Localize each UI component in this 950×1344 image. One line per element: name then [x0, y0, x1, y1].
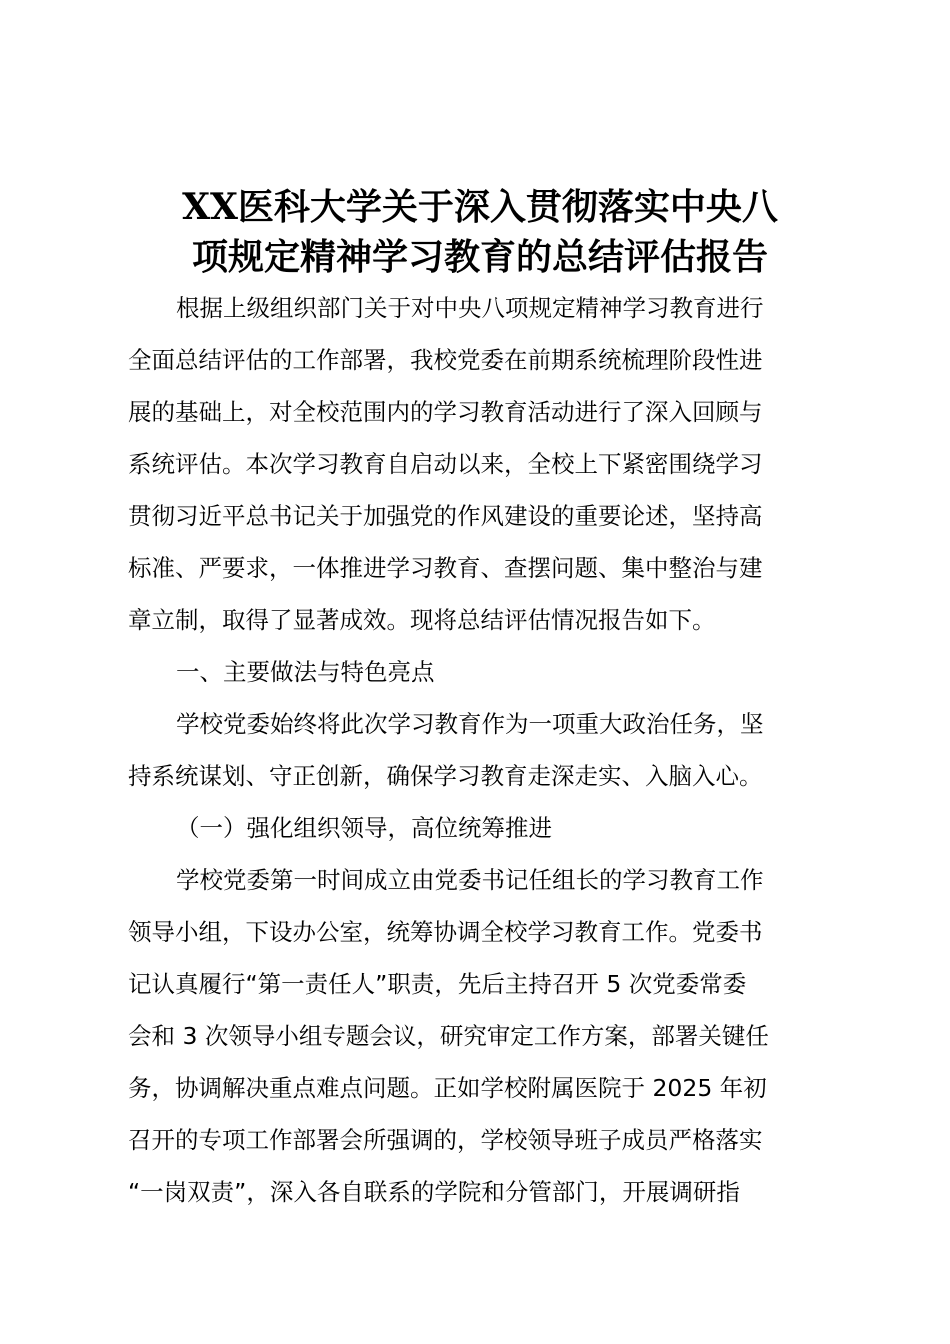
- paragraph-subsection1: [128, 854, 832, 1218]
- paragraph-line: 展的基础上，对全校范围内的学习教育活动进行了深入回顾与: [128, 398, 763, 426]
- paragraph-line: 学校党委第一时间成立由党委书记任组长的学习教育工作: [176, 866, 764, 894]
- section-heading: 一、主要做法与特色亮点: [176, 658, 435, 686]
- paragraph-line: 全面总结评估的工作部署，我校党委在前期系统梳理阶段性进: [128, 346, 763, 374]
- paragraph-line: 记认真履行“第一责任人”职责，先后主持召开 5 次党委常委: [128, 970, 747, 998]
- paragraph-line: 领导小组，下设办公室，统筹协调全校学习教育工作。党委书: [128, 918, 763, 946]
- document-title: [128, 182, 832, 282]
- paragraph-line: 务，协调解决重点难点问题。正如学校附属医院于 2025 年初: [128, 1074, 767, 1102]
- paragraph-line: “一岗双责”，深入各自联系的学院和分管部门，开展调研指: [128, 1178, 740, 1206]
- paragraph-line: 章立制，取得了显著成效。现将总结评估情况报告如下。: [128, 606, 716, 634]
- document-body: [128, 282, 832, 1218]
- title-line-2: 项规定精神学习教育的总结评估报告: [191, 236, 768, 278]
- title-line-1: XX医科大学关于深入贯彻落实中央八: [182, 186, 778, 228]
- paragraph-line: 学校党委始终将此次学习教育作为一项重大政治任务，坚: [176, 710, 764, 738]
- subsection-heading: （一）强化组织领导，高位统筹推进: [176, 814, 552, 842]
- paragraph-intro: [128, 282, 832, 646]
- paragraph-line: 系统评估。本次学习教育自启动以来，全校上下紧密围绕学习: [128, 450, 763, 478]
- paragraph-line: 召开的专项工作部署会所强调的，学校领导班子成员严格落实: [128, 1126, 763, 1154]
- paragraph-line: 标准、严要求，一体推进学习教育、查摆问题、集中整治与建: [128, 554, 763, 582]
- paragraph-line: 根据上级组织部门关于对中央八项规定精神学习教育进行: [176, 294, 764, 322]
- paragraph-line: 持系统谋划、守正创新，确保学习教育走深走实、入脑入心。: [128, 762, 763, 790]
- paragraph-section1: [128, 698, 832, 802]
- paragraph-line: 贯彻习近平总书记关于加强党的作风建设的重要论述，坚持高: [128, 502, 763, 530]
- paragraph-line: 会和 3 次领导小组专题会议，研究审定工作方案，部署关键任: [128, 1022, 769, 1050]
